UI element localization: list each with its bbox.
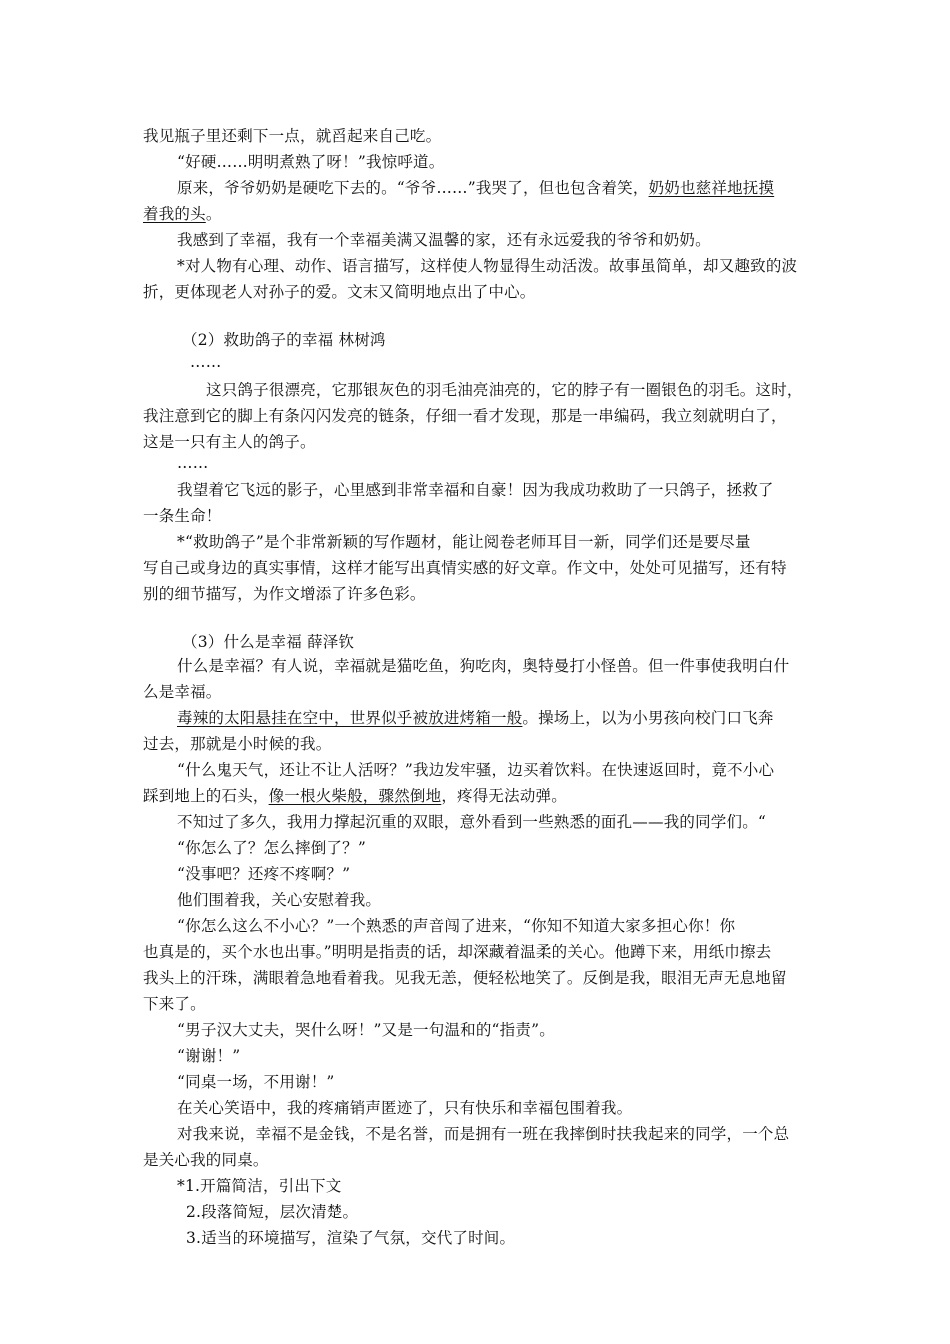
- underlined-phrase: 奶奶也慈祥地抚摸: [648, 179, 775, 197]
- text-line: 别的细节描写，为作文增添了许多色彩。: [143, 585, 426, 603]
- text-line: 毒辣的太阳悬挂在空中，世界似乎被放进烤箱一般。操场上，以为小男孩向校门口飞奔: [177, 709, 774, 727]
- text-line: 么是幸福。: [143, 683, 222, 701]
- text-line: 在关心笑语中，我的疼痛销声匿迹了，只有快乐和幸福包围着我。: [177, 1099, 633, 1117]
- text-line: 是关心我的同桌。: [143, 1151, 269, 1169]
- text-line: 也真是的，买个水也出事。”明明是指责的话，却深藏着温柔的关心。他蹲下来，用纸巾擦去: [143, 943, 772, 961]
- text-line: 不知过了多久，我用力撑起沉重的双眼，意外看到一些熟悉的面孔——我的同学们。“: [177, 813, 767, 831]
- text-line: 过去，那就是小时候的我。: [143, 735, 332, 753]
- text-line: *“救助鸽子”是个非常新颖的写作题材，能让阅卷老师耳目一新，同学们还是要尽量: [177, 533, 751, 551]
- text-line: “什么鬼天气，还让不让人活呀？”我边发牢骚，边买着饮料。在快速返回时，竟不小心: [177, 761, 775, 779]
- dialogue-line: “你怎么了？怎么摔倒了？”: [177, 839, 366, 857]
- underlined-phrase: 像一根火柴般，骤然倒地: [268, 787, 442, 805]
- ellipsis: ……: [190, 353, 222, 371]
- text-line: 我注意到它的脚上有条闪闪发亮的链条，仔细一看才发现，那是一串编码，我立刻就明白了，: [143, 407, 787, 425]
- text-line: 对我来说，幸福不是金钱，不是名誉，而是拥有一班在我摔倒时扶我起来的同学，一个总: [177, 1125, 790, 1143]
- section-heading: （2）救助鸽子的幸福 林树鸿: [182, 331, 386, 349]
- comment-item: *1.开篇简洁，引出下文: [177, 1177, 342, 1195]
- text-line: 踩到地上的石头，像一根火柴般，骤然倒地，疼得无法动弹。: [143, 787, 567, 805]
- text-line: 我头上的汗珠，满眼着急地看着我。见我无恙，便轻松地笑了。反倒是我，眼泪无声无息地留: [143, 969, 787, 987]
- text-line: 下来了。: [143, 995, 206, 1013]
- dialogue-line: “没事吧？还疼不疼啊？”: [177, 865, 351, 883]
- underlined-phrase: 毒辣的太阳悬挂在空中，世界似乎被放进烤箱一般: [177, 709, 523, 727]
- text-line: 他们围着我，关心安慰着我。: [177, 891, 382, 909]
- underlined-phrase: 着我的头: [143, 205, 206, 223]
- section-heading: （3）什么是幸福 薛泽钦: [182, 633, 355, 651]
- text-line: 我见瓶子里还剩下一点，就舀起来自己吃。: [143, 127, 442, 145]
- dialogue-line: “谢谢！”: [177, 1047, 241, 1065]
- comment-item: 3.适当的环境描写，渲染了气氛，交代了时间。: [186, 1229, 516, 1247]
- text-line: 这是一只有主人的鸽子。: [143, 433, 316, 451]
- text-line: 这只鸽子很漂亮，它那银灰色的羽毛油亮油亮的，它的脖子有一圈银色的羽毛。这时，: [206, 381, 803, 399]
- text-line: 我感到了幸福，我有一个幸福美满又温馨的家，还有永远爱我的爷爷和奶奶。: [177, 231, 711, 249]
- text-line: “好硬……明明煮熟了呀！”我惊呼道。: [177, 153, 445, 171]
- ellipsis: ……: [177, 454, 209, 472]
- comment-item: 2.段落简短，层次清楚。: [186, 1203, 359, 1221]
- text-line: 折，更体现老人对孙子的爱。文末又简明地点出了中心。: [143, 283, 536, 301]
- text-line: “你怎么这么不小心？”一个熟悉的声音闯了进来，“你知不知道大家多担心你！你: [177, 917, 736, 935]
- text-line: 原来，爷爷奶奶是硬吃下去的。“爷爷……”我哭了，但也包含着笑，奶奶也慈祥地抚摸: [177, 179, 775, 197]
- text-line: 什么是幸福？有人说，幸福就是猫吃鱼，狗吃肉，奥特曼打小怪兽。但一件事使我明白什: [177, 657, 790, 675]
- text-line: 着我的头。: [143, 205, 222, 223]
- text-line: 写自己或身边的真实事情，这样才能写出真情实感的好文章。作文中，处处可见描写，还有特: [143, 559, 787, 577]
- text-line: 我望着它飞远的影子，心里感到非常幸福和自豪！因为我成功救助了一只鸽子，拯救了: [177, 481, 774, 499]
- dialogue-line: “同桌一场，不用谢！”: [177, 1073, 335, 1091]
- dialogue-line: “男子汉大丈夫，哭什么呀！”又是一句温和的“指责”。: [177, 1021, 555, 1039]
- text-line: 一条生命！: [143, 507, 222, 525]
- text-line: *对人物有心理、动作、语言描写，这样使人物显得生动活泼。故事虽简单，却又趣致的波: [177, 257, 798, 275]
